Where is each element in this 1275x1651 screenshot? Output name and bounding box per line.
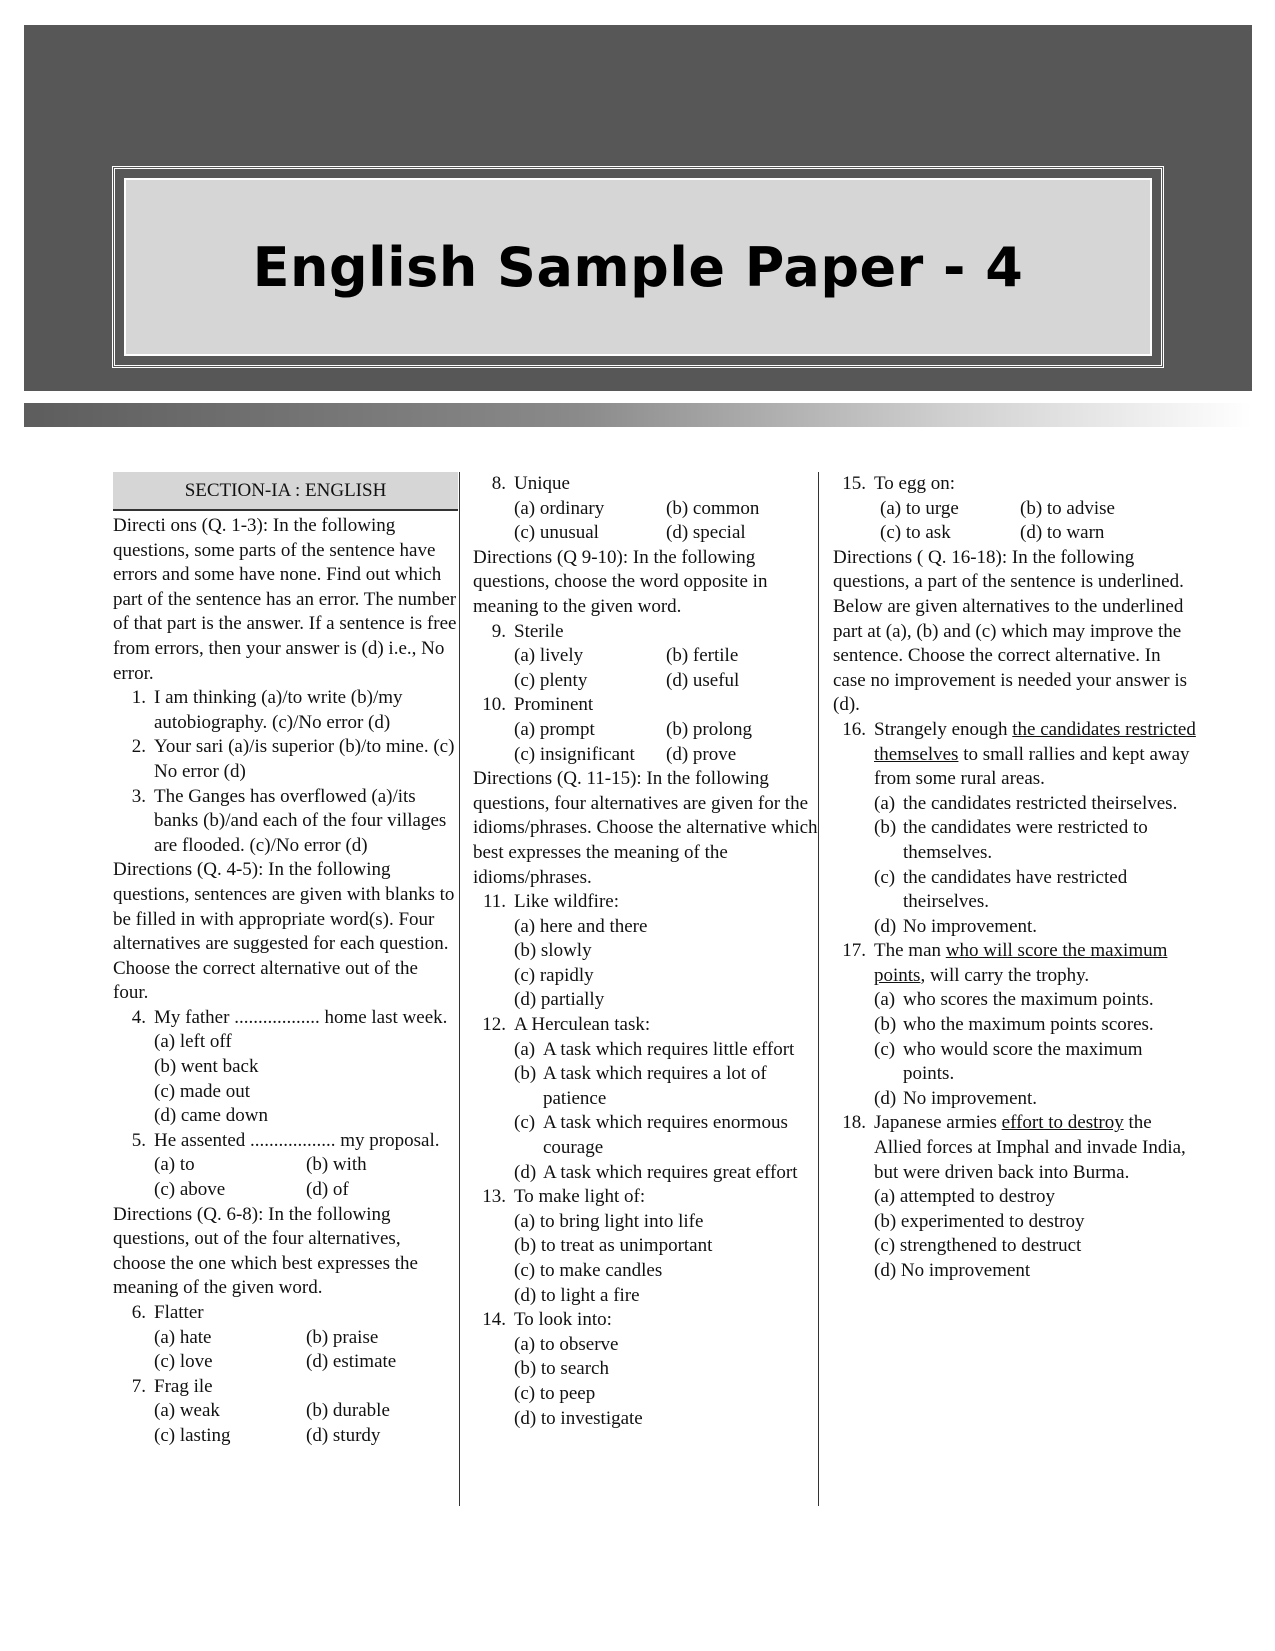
gradient-stripe [24,403,1252,427]
option[interactable]: (b) slowly [514,940,592,962]
option[interactable]: (a) here and there [514,915,648,937]
option[interactable]: (b) with [306,1154,367,1176]
option[interactable]: (a) left off [154,1031,232,1053]
question-17: 17. The man who will score the maximum points, will carry the trophy. [842,940,1168,986]
option[interactable]: (c) who would score the maximum points. [874,1038,1143,1085]
header-banner [24,25,1252,391]
option[interactable]: (d) to investigate [514,1407,643,1429]
option-row [473,669,818,694]
option[interactable]: (d) No improvement [874,1260,1031,1281]
option[interactable]: (b) the candidates were restricted to themselves. [874,817,1148,863]
option[interactable]: (b) fertile [666,645,739,667]
option[interactable]: (d) partially [514,989,605,1011]
option-row [113,1153,458,1178]
option-row [833,497,1198,522]
option-row [473,644,818,669]
option[interactable]: (a) attempted to destroy [874,1186,1055,1208]
option[interactable]: (a) to urge [880,497,959,519]
question-5: 5. He assented .................. my proposal. [131,1129,440,1151]
question-10: 10. Prominent [482,694,594,716]
option[interactable]: (b) went back [154,1056,259,1078]
option[interactable]: (d) No improvement. [874,1087,1038,1109]
question-3: 3. The Ganges has overflowed (a)/its banks (b)/and each of the four villages are flooded. (c)/No error (d) [131,785,447,856]
option-row [473,521,818,546]
option[interactable]: (c) to ask [880,522,951,544]
option[interactable]: (c) made out [154,1080,251,1102]
option[interactable]: (d) prove [666,743,737,765]
question-4: 4. My father .................. home last week. [131,1006,448,1028]
title-frame [112,166,1164,368]
question-14: 14. To look into: [482,1309,612,1331]
option[interactable]: (c) unusual [514,522,599,544]
option[interactable]: (d) No improvement. [874,915,1038,937]
option[interactable]: (c) above [154,1179,226,1201]
question-7: 7. Frag ile [131,1375,213,1397]
question-1: 1. I am thinking (a)/to write (b)/my autobiography. (c)/No error (d) [131,687,403,733]
option[interactable]: (a) who scores the maximum points. [874,989,1154,1011]
page-title: English Sample Paper - 4 [252,235,1024,299]
option[interactable]: (b) prolong [666,718,753,740]
option[interactable]: (d) to light a fire [514,1284,640,1306]
option[interactable]: (b) to search [514,1358,609,1380]
directions-11-15: Directions (Q. 11-15): In the following questions, four alternatives are given for the idioms/phrases. Choose the alternative which best expresses the meaning of the idioms/phrases. [473,768,818,888]
directions-9-10: Directions (Q 9-10): In the following questions, choose the word opposite in meaning to the given word. [473,546,768,617]
column-divider [459,472,460,1506]
question-6: 6. Flatter [131,1302,204,1323]
directions-16-18: Directions ( Q. 16-18): In the following questions, a part of the sentence is underlined. Below are given alternatives to the underlined part at (a), (b) and (c) which may improve the sentence. Choose the correct alternative. In case no improvement is needed your answer is (d). [833,546,1188,716]
column-1 [113,472,458,1449]
option-row [113,1350,458,1375]
option[interactable]: (c) insignificant [514,743,635,765]
section-heading: SECTION-IA : ENGLISH [113,472,458,511]
option[interactable]: (c) rapidly [514,964,594,986]
question-11: 11. Like wildfire: [482,891,619,913]
option[interactable]: (d) A task which requires great effort [514,1161,798,1183]
option[interactable]: (b) experimented to destroy [874,1210,1085,1232]
option[interactable]: (c) love [154,1351,213,1373]
option[interactable]: (a) hate [154,1326,212,1348]
option[interactable]: (a) ordinary [514,497,605,519]
option-row [113,1178,458,1203]
option[interactable]: (a) the candidates restricted theirselves. [874,792,1178,814]
option-row [473,718,818,743]
option[interactable]: (d) of [306,1179,349,1201]
option[interactable]: (b) to treat as unimportant [514,1235,713,1257]
question-13: 13. To make light of: [482,1186,646,1208]
option[interactable]: (a) to bring light into life [514,1210,704,1232]
column-divider [818,472,819,1506]
underlined-part: effort to destroy [1001,1112,1124,1134]
option[interactable]: (c) the candidates have restricted theirselves. [874,866,1128,913]
option[interactable]: (d) to warn [1020,522,1105,544]
option[interactable]: (b) praise [306,1326,379,1348]
question-9: 9. Sterile [491,620,564,642]
option[interactable]: (b) durable [306,1400,390,1422]
directions-6-8: Directions (Q. 6-8): In the following questions, out of the four alternatives, choose the one which best expresses the meaning of the given word. [113,1203,418,1299]
option[interactable]: (b) A task which requires a lot of patience [514,1063,767,1109]
question-18: 18. Japanese armies effort to destroy the Allied forces at Imphal and invade India, but were driven back into Burma. [842,1112,1186,1183]
option[interactable]: (b) common [666,497,760,519]
directions-1-3: Directi ons (Q. 1-3): In the following questions, some parts of the sentence have errors and some have none. Find out which part of the sentence has an error. The number of that part is the answer. If a sentence is free from errors, then your answer is (d) i.e., No error. [113,515,457,684]
option[interactable]: (b) who the maximum points scores. [874,1014,1154,1036]
option[interactable]: (a) lively [514,645,584,667]
option[interactable]: (c) to make candles [514,1260,663,1281]
option[interactable]: (c) plenty [514,669,588,691]
option[interactable]: (d) special [666,522,746,544]
question-2: 2. Your sari (a)/is superior (b)/to mine. (c) No error (d) [131,736,455,782]
option-row [113,1326,458,1351]
option[interactable]: (d) estimate [306,1351,397,1373]
option[interactable]: (c) lasting [154,1424,231,1446]
question-8: 8. Unique [491,473,570,494]
option-row [113,1399,458,1424]
option[interactable]: (a) to [154,1154,195,1176]
option[interactable]: (d) sturdy [306,1424,381,1446]
option[interactable]: (c) to peep [514,1382,596,1404]
question-16: 16. Strangely enough the candidates restricted themselves to small rallies and kept away from some rural areas. [842,718,1196,790]
option-row [833,521,1198,546]
title-box [124,178,1152,356]
option[interactable]: (d) came down [154,1105,268,1127]
option[interactable]: (a) prompt [514,718,595,740]
option[interactable]: (b) to advise [1020,497,1115,519]
underlined-part: who will score the maximum points [874,940,1168,986]
option-row [473,497,818,522]
option-row [473,743,818,768]
column-3 [833,472,1198,1284]
directions-4-5: Directions (Q. 4-5): In the following questions, sentences are given with blanks to be filled in with appropriate word(s). Four alternatives are suggested for each question. Choose the correct alternative out of the four. [113,859,455,1004]
underlined-part: the candidates restricted themselves [874,718,1196,765]
option[interactable]: (d) useful [666,669,740,691]
option-row [113,1424,458,1449]
option[interactable]: (a) A task which requires little effort [514,1038,795,1060]
option[interactable]: (a) weak [154,1400,220,1422]
column-2 [473,472,818,1431]
question-12: 12. A Herculean task: [482,1014,651,1036]
option[interactable]: (a) to observe [514,1333,619,1355]
question-15: 15. To egg on: [842,473,955,494]
option[interactable]: (c) A task which requires enormous courage [514,1112,788,1159]
option[interactable]: (c) strengthened to destruct [874,1235,1082,1257]
